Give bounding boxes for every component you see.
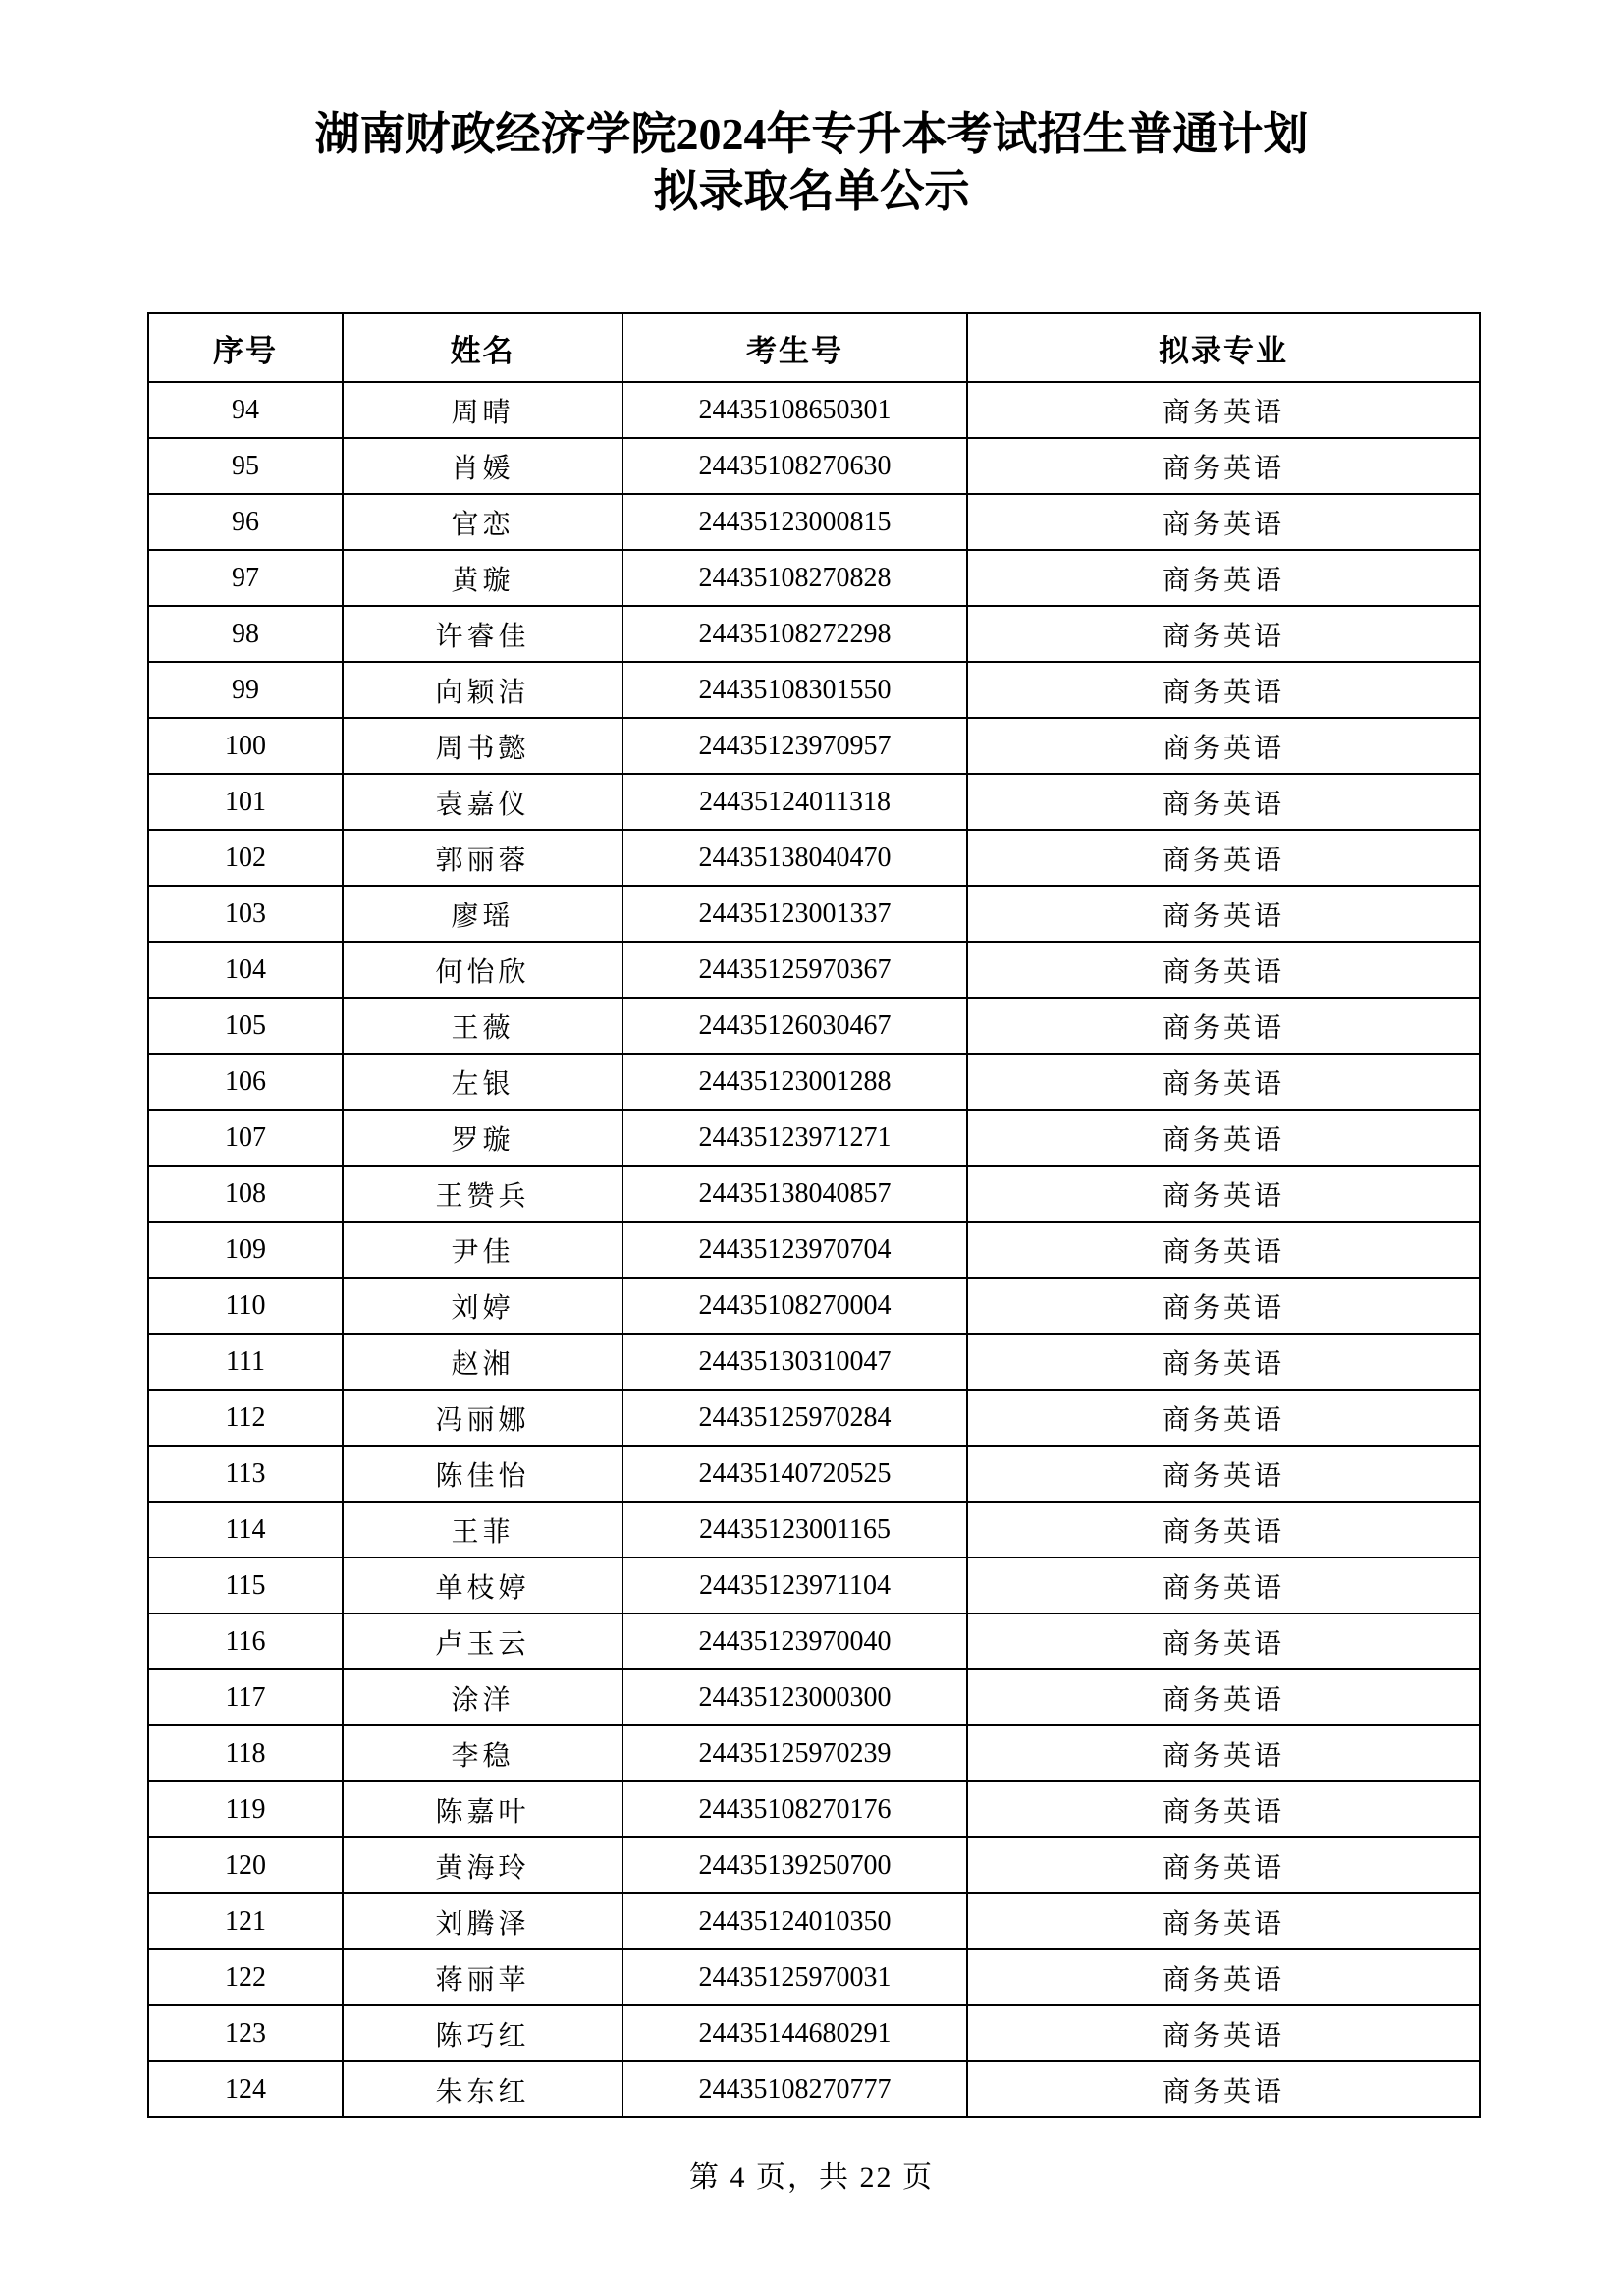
- cell-examno: 24435138040857: [622, 1166, 967, 1222]
- cell-major: 商务英语: [967, 774, 1480, 830]
- admission-list-table: [147, 312, 1481, 2118]
- cell-major: 商务英语: [967, 438, 1480, 494]
- cell-name: 赵湘: [343, 1334, 622, 1390]
- cell-examno: 24435108270004: [622, 1278, 967, 1334]
- cell-index: 106: [148, 1054, 343, 1110]
- table-row: [148, 606, 1480, 662]
- cell-major: 商务英语: [967, 2005, 1480, 2061]
- cell-name: 朱东红: [343, 2061, 622, 2117]
- cell-examno: 24435123001337: [622, 886, 967, 942]
- cell-major: 商务英语: [967, 606, 1480, 662]
- cell-name: 涂洋: [343, 1669, 622, 1725]
- cell-examno: 24435123001288: [622, 1054, 967, 1110]
- cell-index: 115: [148, 1558, 343, 1613]
- table-header-row: [148, 313, 1480, 382]
- cell-index: 118: [148, 1725, 343, 1781]
- cell-examno: 24435130310047: [622, 1334, 967, 1390]
- table-row: [148, 1390, 1480, 1446]
- table-row: [148, 886, 1480, 942]
- cell-index: 104: [148, 942, 343, 998]
- cell-examno: 24435123970957: [622, 718, 967, 774]
- cell-examno: 24435124010350: [622, 1893, 967, 1949]
- cell-examno: 24435123000300: [622, 1669, 967, 1725]
- cell-index: 98: [148, 606, 343, 662]
- cell-index: 105: [148, 998, 343, 1054]
- table-body: [148, 382, 1480, 2117]
- table-row: [148, 1613, 1480, 1669]
- cell-name: 陈巧红: [343, 2005, 622, 2061]
- cell-name: 卢玉云: [343, 1613, 622, 1669]
- column-header-name: 姓名: [343, 313, 622, 382]
- cell-name: 郭丽蓉: [343, 830, 622, 886]
- cell-index: 108: [148, 1166, 343, 1222]
- table-row: [148, 1054, 1480, 1110]
- table-row: [148, 1446, 1480, 1502]
- cell-name: 肖媛: [343, 438, 622, 494]
- page-number-text: 第 4 页，共 22 页: [689, 2161, 934, 2194]
- cell-examno: 24435126030467: [622, 998, 967, 1054]
- table-row: [148, 1334, 1480, 1390]
- title-line-secondary: 拟录取名单公示: [653, 166, 970, 216]
- cell-major: 商务英语: [967, 2061, 1480, 2117]
- cell-name: 黄璇: [343, 550, 622, 606]
- cell-examno: 24435139250700: [622, 1837, 967, 1893]
- cell-examno: 24435108272298: [622, 606, 967, 662]
- cell-name: 周晴: [343, 382, 622, 438]
- cell-name: 向颖洁: [343, 662, 622, 718]
- cell-name: 陈佳怡: [343, 1446, 622, 1502]
- cell-index: 103: [148, 886, 343, 942]
- cell-name: 廖瑶: [343, 886, 622, 942]
- cell-major: 商务英语: [967, 1502, 1480, 1558]
- table-row: [148, 550, 1480, 606]
- cell-name: 王菲: [343, 1502, 622, 1558]
- cell-major: 商务英语: [967, 1054, 1480, 1110]
- table-row: [148, 2005, 1480, 2061]
- cell-name: 王薇: [343, 998, 622, 1054]
- cell-examno: 24435123001165: [622, 1502, 967, 1558]
- cell-index: 116: [148, 1613, 343, 1669]
- cell-major: 商务英语: [967, 1334, 1480, 1390]
- cell-index: 122: [148, 1949, 343, 2005]
- cell-index: 99: [148, 662, 343, 718]
- cell-name: 左银: [343, 1054, 622, 1110]
- cell-examno: 24435138040470: [622, 830, 967, 886]
- table-row: [148, 494, 1480, 550]
- cell-index: 113: [148, 1446, 343, 1502]
- cell-index: 100: [148, 718, 343, 774]
- cell-major: 商务英语: [967, 1837, 1480, 1893]
- cell-index: 96: [148, 494, 343, 550]
- cell-examno: 24435108270777: [622, 2061, 967, 2117]
- cell-major: 商务英语: [967, 830, 1480, 886]
- column-header-major: 拟录专业: [967, 313, 1480, 382]
- cell-name: 许睿佳: [343, 606, 622, 662]
- table-row: [148, 1558, 1480, 1613]
- cell-name: 黄海玲: [343, 1837, 622, 1893]
- cell-major: 商务英语: [967, 550, 1480, 606]
- table-row: [148, 998, 1480, 1054]
- cell-name: 李稳: [343, 1725, 622, 1781]
- cell-examno: 24435125970239: [622, 1725, 967, 1781]
- cell-major: 商务英语: [967, 1166, 1480, 1222]
- cell-index: 110: [148, 1278, 343, 1334]
- cell-index: 94: [148, 382, 343, 438]
- cell-index: 109: [148, 1222, 343, 1278]
- cell-examno: 24435124011318: [622, 774, 967, 830]
- cell-major: 商务英语: [967, 1669, 1480, 1725]
- table-row: [148, 1166, 1480, 1222]
- table-row: [148, 718, 1480, 774]
- cell-major: 商务英语: [967, 1949, 1480, 2005]
- cell-major: 商务英语: [967, 1558, 1480, 1613]
- cell-major: 商务英语: [967, 1110, 1480, 1166]
- cell-major: 商务英语: [967, 1725, 1480, 1781]
- cell-name: 周书懿: [343, 718, 622, 774]
- cell-major: 商务英语: [967, 494, 1480, 550]
- page-title: [0, 106, 1623, 220]
- cell-major: 商务英语: [967, 1613, 1480, 1669]
- table-row: [148, 774, 1480, 830]
- cell-major: 商务英语: [967, 886, 1480, 942]
- table-row: [148, 1110, 1480, 1166]
- page-footer: [0, 2153, 1623, 2196]
- cell-examno: 24435123971271: [622, 1110, 967, 1166]
- cell-examno: 24435108270630: [622, 438, 967, 494]
- cell-index: 111: [148, 1334, 343, 1390]
- cell-name: 冯丽娜: [343, 1390, 622, 1446]
- cell-examno: 24435123000815: [622, 494, 967, 550]
- table-row: [148, 438, 1480, 494]
- cell-major: 商务英语: [967, 942, 1480, 998]
- cell-index: 112: [148, 1390, 343, 1446]
- table-row: [148, 1949, 1480, 2005]
- cell-index: 102: [148, 830, 343, 886]
- cell-examno: 24435123970040: [622, 1613, 967, 1669]
- cell-major: 商务英语: [967, 998, 1480, 1054]
- cell-index: 121: [148, 1893, 343, 1949]
- admission-table-container: [147, 312, 1479, 2118]
- cell-examno: 24435123970704: [622, 1222, 967, 1278]
- table-row: [148, 1502, 1480, 1558]
- table-row: [148, 1725, 1480, 1781]
- cell-examno: 24435123971104: [622, 1558, 967, 1613]
- table-row: [148, 1893, 1480, 1949]
- cell-major: 商务英语: [967, 662, 1480, 718]
- cell-examno: 24435108650301: [622, 382, 967, 438]
- cell-major: 商务英语: [967, 1278, 1480, 1334]
- cell-index: 124: [148, 2061, 343, 2117]
- cell-examno: 24435108270828: [622, 550, 967, 606]
- cell-examno: 24435125970367: [622, 942, 967, 998]
- cell-examno: 24435108270176: [622, 1781, 967, 1837]
- table-row: [148, 1222, 1480, 1278]
- cell-name: 罗璇: [343, 1110, 622, 1166]
- table-header: [148, 313, 1480, 382]
- cell-major: 商务英语: [967, 1222, 1480, 1278]
- cell-name: 官恋: [343, 494, 622, 550]
- cell-examno: 24435108301550: [622, 662, 967, 718]
- column-header-examno: 考生号: [622, 313, 967, 382]
- cell-index: 114: [148, 1502, 343, 1558]
- cell-major: 商务英语: [967, 382, 1480, 438]
- cell-name: 单枝婷: [343, 1558, 622, 1613]
- table-row: [148, 2061, 1480, 2117]
- cell-name: 刘婷: [343, 1278, 622, 1334]
- title-line-primary: 湖南财政经济学院2024年专升本考试招生普通计划: [314, 109, 1309, 159]
- cell-name: 尹佳: [343, 1222, 622, 1278]
- cell-examno: 24435125970284: [622, 1390, 967, 1446]
- table-row: [148, 1837, 1480, 1893]
- column-header-index: 序号: [148, 313, 343, 382]
- cell-major: 商务英语: [967, 1390, 1480, 1446]
- cell-name: 刘腾泽: [343, 1893, 622, 1949]
- cell-examno: 24435140720525: [622, 1446, 967, 1502]
- cell-index: 117: [148, 1669, 343, 1725]
- cell-index: 119: [148, 1781, 343, 1837]
- cell-examno: 24435125970031: [622, 1949, 967, 2005]
- cell-index: 97: [148, 550, 343, 606]
- cell-index: 101: [148, 774, 343, 830]
- cell-major: 商务英语: [967, 1893, 1480, 1949]
- table-row: [148, 1278, 1480, 1334]
- cell-name: 陈嘉叶: [343, 1781, 622, 1837]
- cell-index: 123: [148, 2005, 343, 2061]
- table-row: [148, 942, 1480, 998]
- table-row: [148, 662, 1480, 718]
- cell-name: 蒋丽苹: [343, 1949, 622, 2005]
- table-row: [148, 830, 1480, 886]
- cell-major: 商务英语: [967, 1781, 1480, 1837]
- cell-major: 商务英语: [967, 718, 1480, 774]
- cell-examno: 24435144680291: [622, 2005, 967, 2061]
- cell-name: 王赞兵: [343, 1166, 622, 1222]
- cell-name: 袁嘉仪: [343, 774, 622, 830]
- cell-major: 商务英语: [967, 1446, 1480, 1502]
- cell-name: 何怡欣: [343, 942, 622, 998]
- cell-index: 120: [148, 1837, 343, 1893]
- cell-index: 95: [148, 438, 343, 494]
- table-row: [148, 1669, 1480, 1725]
- cell-index: 107: [148, 1110, 343, 1166]
- table-row: [148, 1781, 1480, 1837]
- table-row: [148, 382, 1480, 438]
